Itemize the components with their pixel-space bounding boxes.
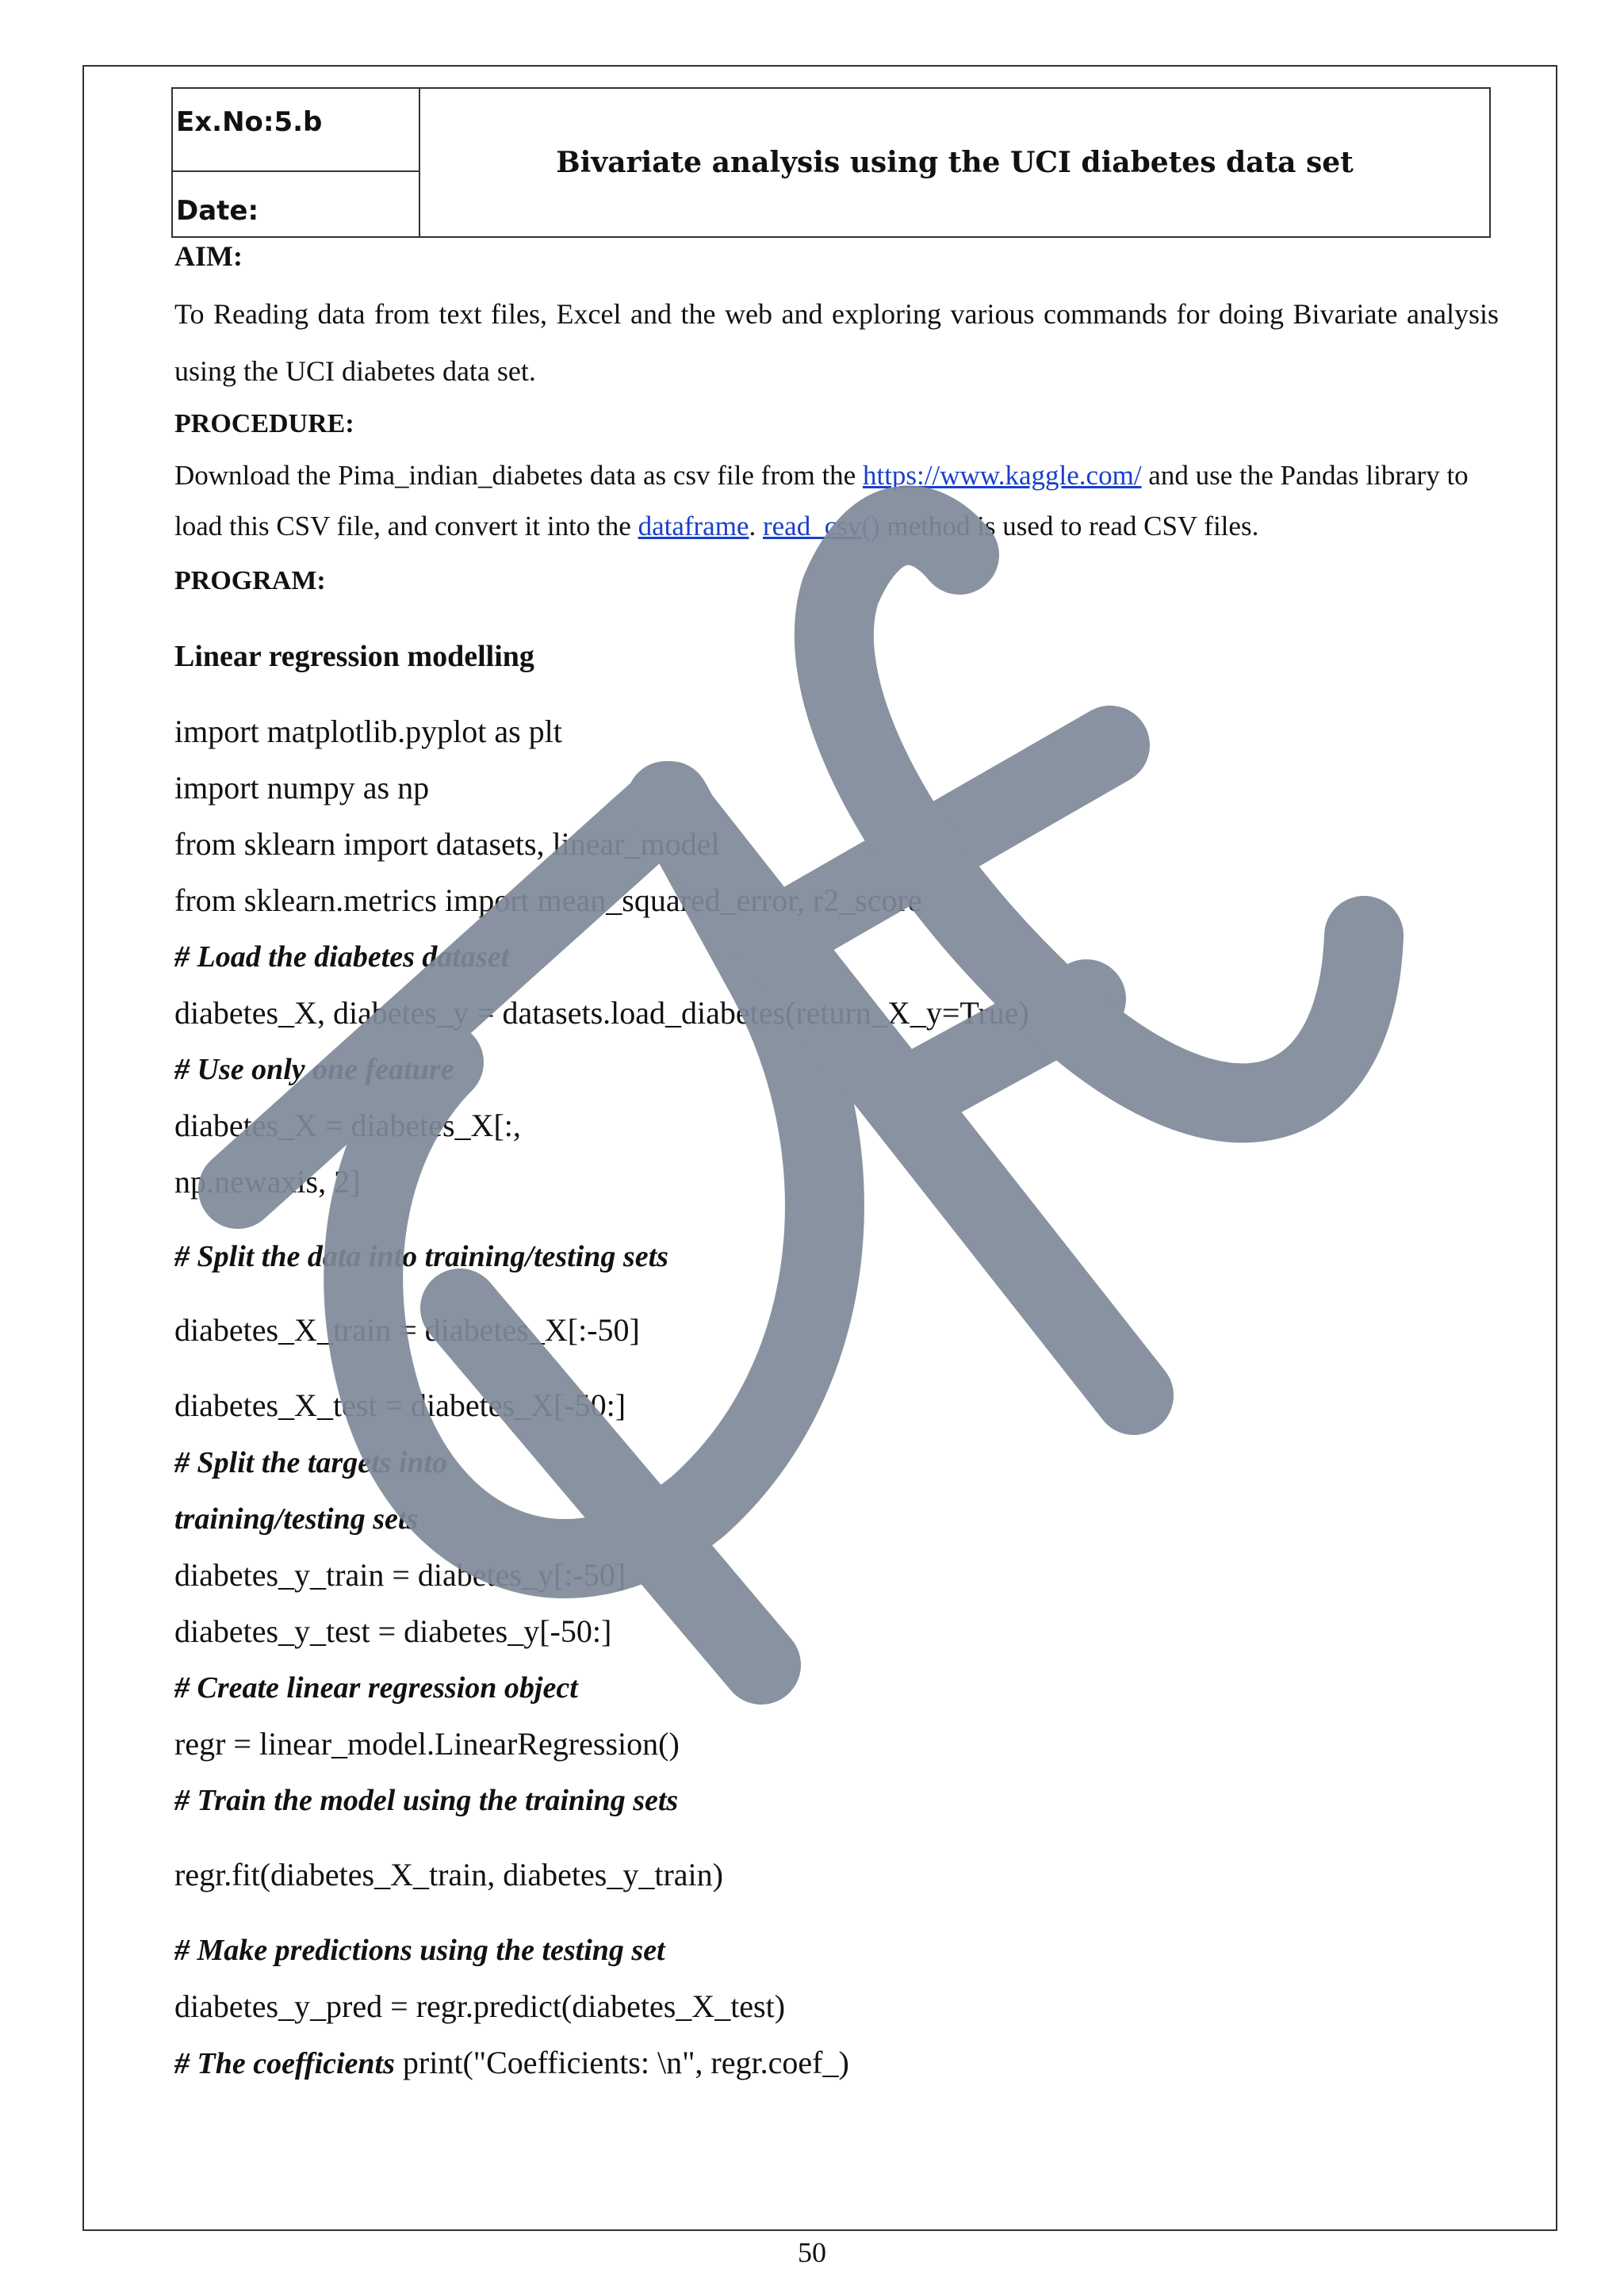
procedure-text-part-3: . xyxy=(749,511,763,541)
code-line: diabetes_X = diabetes_X[:, xyxy=(174,1108,521,1143)
header-left-column xyxy=(173,89,420,236)
code-comment: # Train the model using the training sets xyxy=(174,1784,679,1817)
code-line: diabetes_X, diabetes_y = datasets.load_diabetes(return_X_y=True) xyxy=(174,995,1029,1031)
code-comment: # Make predictions using the testing set xyxy=(174,1934,665,1967)
section-title: Linear regression modelling xyxy=(174,640,534,673)
program-heading: PROGRAM: xyxy=(174,566,326,595)
dataframe-link[interactable]: dataframe xyxy=(638,511,749,541)
date-label: Date: xyxy=(176,195,259,227)
code-line: diabetes_y_train = diabetes_y[:-50] xyxy=(174,1557,626,1593)
kaggle-link[interactable]: https://www.kaggle.com/ xyxy=(862,460,1142,491)
aim-text: To Reading data from text files, Excel and the web and exploring various commands for doing Bivariate analysis using the UCI diabetes data set. xyxy=(174,298,1499,387)
code-comment: # Create linear regression object xyxy=(174,1671,578,1705)
procedure-text-part-4: method is used to read CSV files. xyxy=(879,511,1259,541)
code-comment: training/testing sets xyxy=(174,1502,419,1536)
code-line: print("Coefficients: \n", regr.coef_) xyxy=(394,2045,849,2080)
code-line: import matplotlib.pyplot as plt xyxy=(174,714,562,749)
code-comment: # Split the targets into xyxy=(174,1446,448,1479)
code-line: from sklearn.metrics import mean_squared_error, r2_score xyxy=(174,882,922,918)
header-table xyxy=(171,87,1491,238)
code-line: regr = linear_model.LinearRegression() xyxy=(174,1726,680,1762)
page-number: 50 xyxy=(798,2237,826,2268)
code-line: np.newaxis, 2] xyxy=(174,1164,361,1200)
aim-heading: AIM: xyxy=(174,240,243,272)
code-line: regr.fit(diabetes_X_train, diabetes_y_train) xyxy=(174,1857,723,1892)
exercise-number: Ex.No:5.b xyxy=(173,89,419,172)
code-line: import numpy as np xyxy=(174,770,430,806)
procedure-text xyxy=(174,450,1499,552)
code-line: diabetes_y_test = diabetes_y[-50:] xyxy=(174,1613,612,1649)
code-comment: # Use only one feature xyxy=(174,1053,454,1086)
exercise-title: Bivariate analysis using the UCI diabetes data set xyxy=(556,146,1354,179)
code-comment: # Split the data into training/testing sets xyxy=(174,1240,668,1273)
code-line: diabetes_X_train = diabetes_X[:-50] xyxy=(174,1312,640,1348)
procedure-heading: PROCEDURE: xyxy=(174,409,354,438)
code-comment: # Load the diabetes dataset xyxy=(174,940,510,974)
code-line-with-comment xyxy=(174,2045,849,2082)
read-csv-link[interactable]: read_csv() xyxy=(762,511,880,541)
procedure-text-part-2: and use the Pandas library to load this CSV file, and convert it into the xyxy=(174,460,1469,541)
code-line: from sklearn import datasets, linear_model xyxy=(174,826,720,862)
code-comment: # The coefficients xyxy=(174,2047,395,2080)
procedure-text-part-1: Download the Pima_indian_diabetes data as csv file from the xyxy=(174,460,863,491)
code-line: diabetes_X_test = diabetes_X[-50:] xyxy=(174,1387,626,1423)
code-line: diabetes_y_pred = regr.predict(diabetes_X_test) xyxy=(174,1988,786,2024)
